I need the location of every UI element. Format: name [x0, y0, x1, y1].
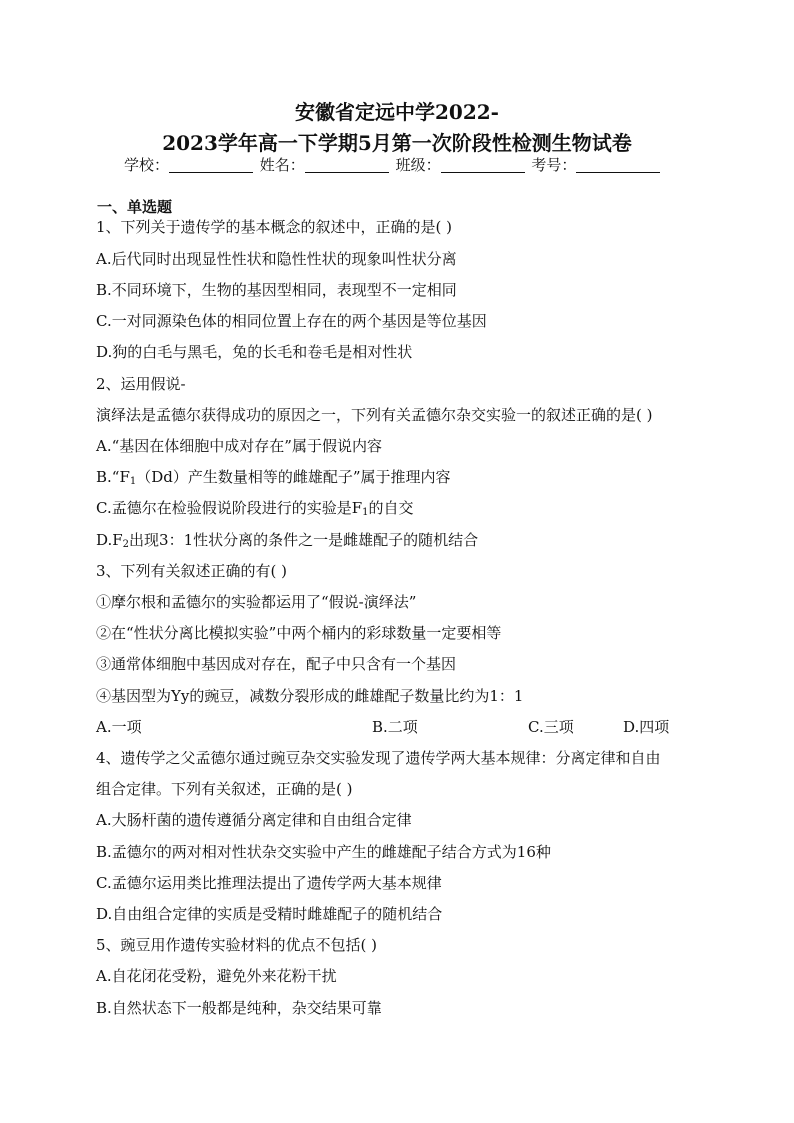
name-label: 姓名：	[259, 156, 305, 174]
q1-option-b: B.不同环境下，生物的基因型相同，表现型不一定相同	[96, 281, 457, 299]
q4-option-a: A.大肠杆菌的遗传遵循分离定律和自由组合定律	[96, 811, 412, 829]
q4-option-b: B.孟德尔的两对相对性状杂交实验中产生的雌雄配子结合方式为16种	[96, 843, 551, 861]
q3-item-1: ①摩尔根和孟德尔的实验都运用了“假说-演绎法”	[96, 593, 417, 611]
q3-option-b: B.二项	[372, 718, 418, 736]
q5-option-a: A.自花闭花受粉，避免外来花粉干扰	[96, 967, 337, 985]
q3-item-3: ③通常体细胞中基因成对存在，配子中只含有一个基因	[96, 655, 457, 673]
q2-option-a: A.“基因在体细胞中成对存在”属于假说内容	[96, 437, 382, 455]
school-blank	[169, 157, 253, 173]
q1-option-c: C.一对同源染色体的相同位置上存在的两个基因是等位基因	[96, 312, 487, 330]
q1-stem: 1、下列关于遗传学的基本概念的叙述中，正确的是( )	[96, 218, 453, 236]
q2-option-b: $B.“F_1(Dd)$产生数量相等的雌雄配子”属于推理内容	[96, 468, 451, 487]
q2-stem-line2: 演绎法是孟德尔获得成功的原因之一，下列有关孟德尔杂交实验一的叙述正确的是( )	[96, 406, 653, 424]
q3-option-d: D.四项	[623, 718, 670, 736]
q4-stem-line2: 组合定律。下列有关叙述，正确的是( )	[96, 780, 353, 798]
class-label: 班级：	[395, 156, 441, 174]
q4-option-d: D.自由组合定律的实质是受精时雌雄配子的随机结合	[96, 905, 443, 923]
q2-option-d: $D.F_2$出现3：1性状分离的条件之一是雌雄配子的随机结合	[96, 531, 479, 550]
q5-stem: 5、豌豆用作遗传实验材料的优点不包括( )	[96, 936, 378, 954]
exam-number-blank	[576, 157, 660, 173]
q3-item-2: ②在“性状分离比模拟实验”中两个桶内的彩球数量一定要相等	[96, 624, 502, 642]
q5-option-b: B.自然状态下一般都是纯种，杂交结果可靠	[96, 999, 382, 1017]
q4-stem-line1: 4、遗传学之父孟德尔通过豌豆杂交实验发现了遗传学两大基本规律：分离定律和自由	[96, 749, 661, 767]
q3-stem: 3、下列有关叙述正确的有( )	[96, 562, 288, 580]
q3-item-4: ④基因型为Yy的豌豆，减数分裂形成的雌雄配子数量比约为1：1	[96, 687, 524, 705]
q3-option-c: C.三项	[528, 718, 574, 736]
student-info-row	[124, 154, 684, 175]
section-heading: 一、单选题	[97, 198, 173, 216]
q1-option-d: D.狗的白毛与黑毛，兔的长毛和卷毛是相对性状	[96, 343, 413, 361]
q2-option-c: C.孟德尔在检验假说阶段进行的实验是$F_1$的自交	[96, 499, 414, 518]
q4-option-c: C.孟德尔运用类比推理法提出了遗传学两大基本规律	[96, 874, 442, 892]
exam-title-line2: 2023学年高一下学期5月第一次阶段性检测生物试卷	[162, 131, 632, 155]
q1-option-a: A.后代同时出现显性性状和隐性性状的现象叫性状分离	[96, 250, 457, 268]
class-blank	[441, 157, 525, 173]
exam-title-line1: 安徽省定远中学2022-	[295, 100, 499, 124]
q3-option-a: A.一项	[96, 718, 142, 736]
q2-stem-line1: 2、运用假说-	[96, 375, 186, 393]
school-label: 学校：	[124, 156, 170, 174]
exam-number-label: 考号：	[531, 156, 577, 174]
name-blank	[305, 157, 389, 173]
